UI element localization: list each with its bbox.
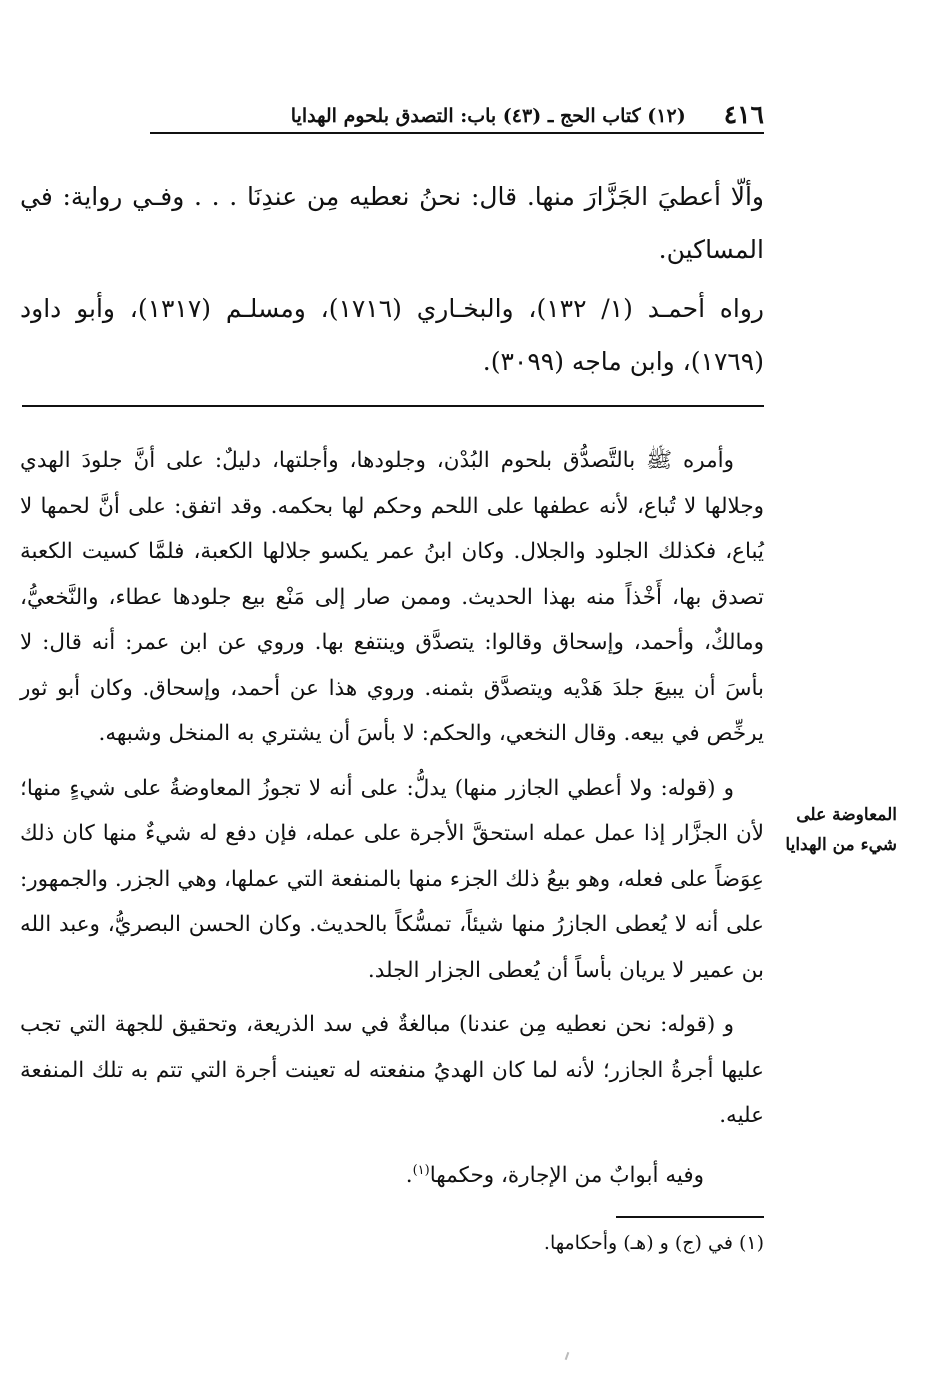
running-title: (١٢) كتاب الحج ـ (٤٣) باب: التصدق بلحوم الهدايا [290, 105, 686, 127]
margin-note-line: المعاوضة على [796, 805, 897, 825]
commentary-text [20, 438, 764, 1207]
commentary-paragraph: و (قوله: ولا أعطي الجازر منها) يدلُّ: على أنه لا تجوزُ المعاوضةُ على شيءٍ منها؛ لأن الجزَّار إذا عمل عمله استحقَّ الأجرة على عمله، فإن دفع له شيءٌ منها كان ذلك عِوَضاً على فعله، وهو بيعُ ذلك الجزء منها بالمنفعة التي عملها، وهي الجزر. والجمهور: على أنه لا يُعطى الجازرُ منها شيئاً، تمسُّكاً بالحديث. وكان الحسن البصريُّ، وعبد الله بن عمير لا يريان بأساً أن يُعطى الجزار الجلد. [20, 775, 764, 983]
footnote-marker: (١) [412, 1162, 430, 1178]
running-header [150, 98, 764, 134]
footnote: (١) في (ج) و (هـ) وأحكامها. [543, 1232, 764, 1254]
scan-speck [565, 1352, 570, 1360]
hadith-text [20, 170, 764, 394]
page-number: ٤١٦ [723, 100, 764, 129]
hadith-line: وألّا أعطيَ الجَزَّارَ منها. قال: نحنُ نعطيه مِن عندِنَا . . . وفـي رواية: في المساكين. [20, 182, 764, 264]
margin-note [779, 800, 897, 860]
commentary-closing-line [20, 1148, 764, 1199]
margin-note-line: شيء من الهدايا [785, 835, 897, 855]
closing-period: . [405, 1162, 413, 1188]
commentary-paragraph: وأمره ﷺ بالتَّصدُّق بلحوم البُدْن، وجلودها، وأجلتها، دليلٌ: على أنَّ جلودَ الهدي وجلالها لا تُباع، لأنه عطفها على اللحم وحكم لها بحكمه. وقد اتفق: على أنَّ لحمها لا يُباع، فكذلك الجلود والجلال. وكان ابنُ عمر يكسو جلالها الكعبة، فلمَّا كسيت الكعبة تصدق بها، أَخْذاً منه بهذا الحديث. وممن صار إلى مَنْع بيع جلودها عطاء، والنَّخعيُّ، ومالكٌ، وأحمد، وإسحاق وقالوا: يتصدَّق وينتفع بها. وروي عن ابن عمر: أنه قال: لا بأسَ أن يبيعَ جلدَ هَدْيه ويتصدَّق بثمنه. وروي هذا عن أحمد، وإسحاق. وكان أبو ثور يرخِّص في بيعه. وقال النخعي، والحكم: لا بأسَ أن يشتري به المنخل وشبهه. [20, 448, 764, 746]
section-divider [22, 405, 764, 407]
hadith-citation: رواه أحمـد (١/ ١٣٢)، والبخـاري (١٧١٦)، ومسلـم (١٣١٧)، وأبو داود (١٧٦٩)، وابن ماجه (٣٠٩٩). [20, 294, 764, 376]
commentary-paragraph: و (قوله: نحن نعطيه مِن عندنا) مبالغةٌ في سد الذريعة، وتحقيق للجهة التي تجب عليها أجرةُ الجازر؛ لأنه لما كان الهديُ منفعته له تعينت أجرة التي تتم به تلك المنفعة عليه. [20, 1012, 764, 1128]
closing-text: وفيه أبوابٌ من الإجارة، وحكمها [429, 1162, 704, 1188]
footnote-divider [616, 1216, 764, 1218]
